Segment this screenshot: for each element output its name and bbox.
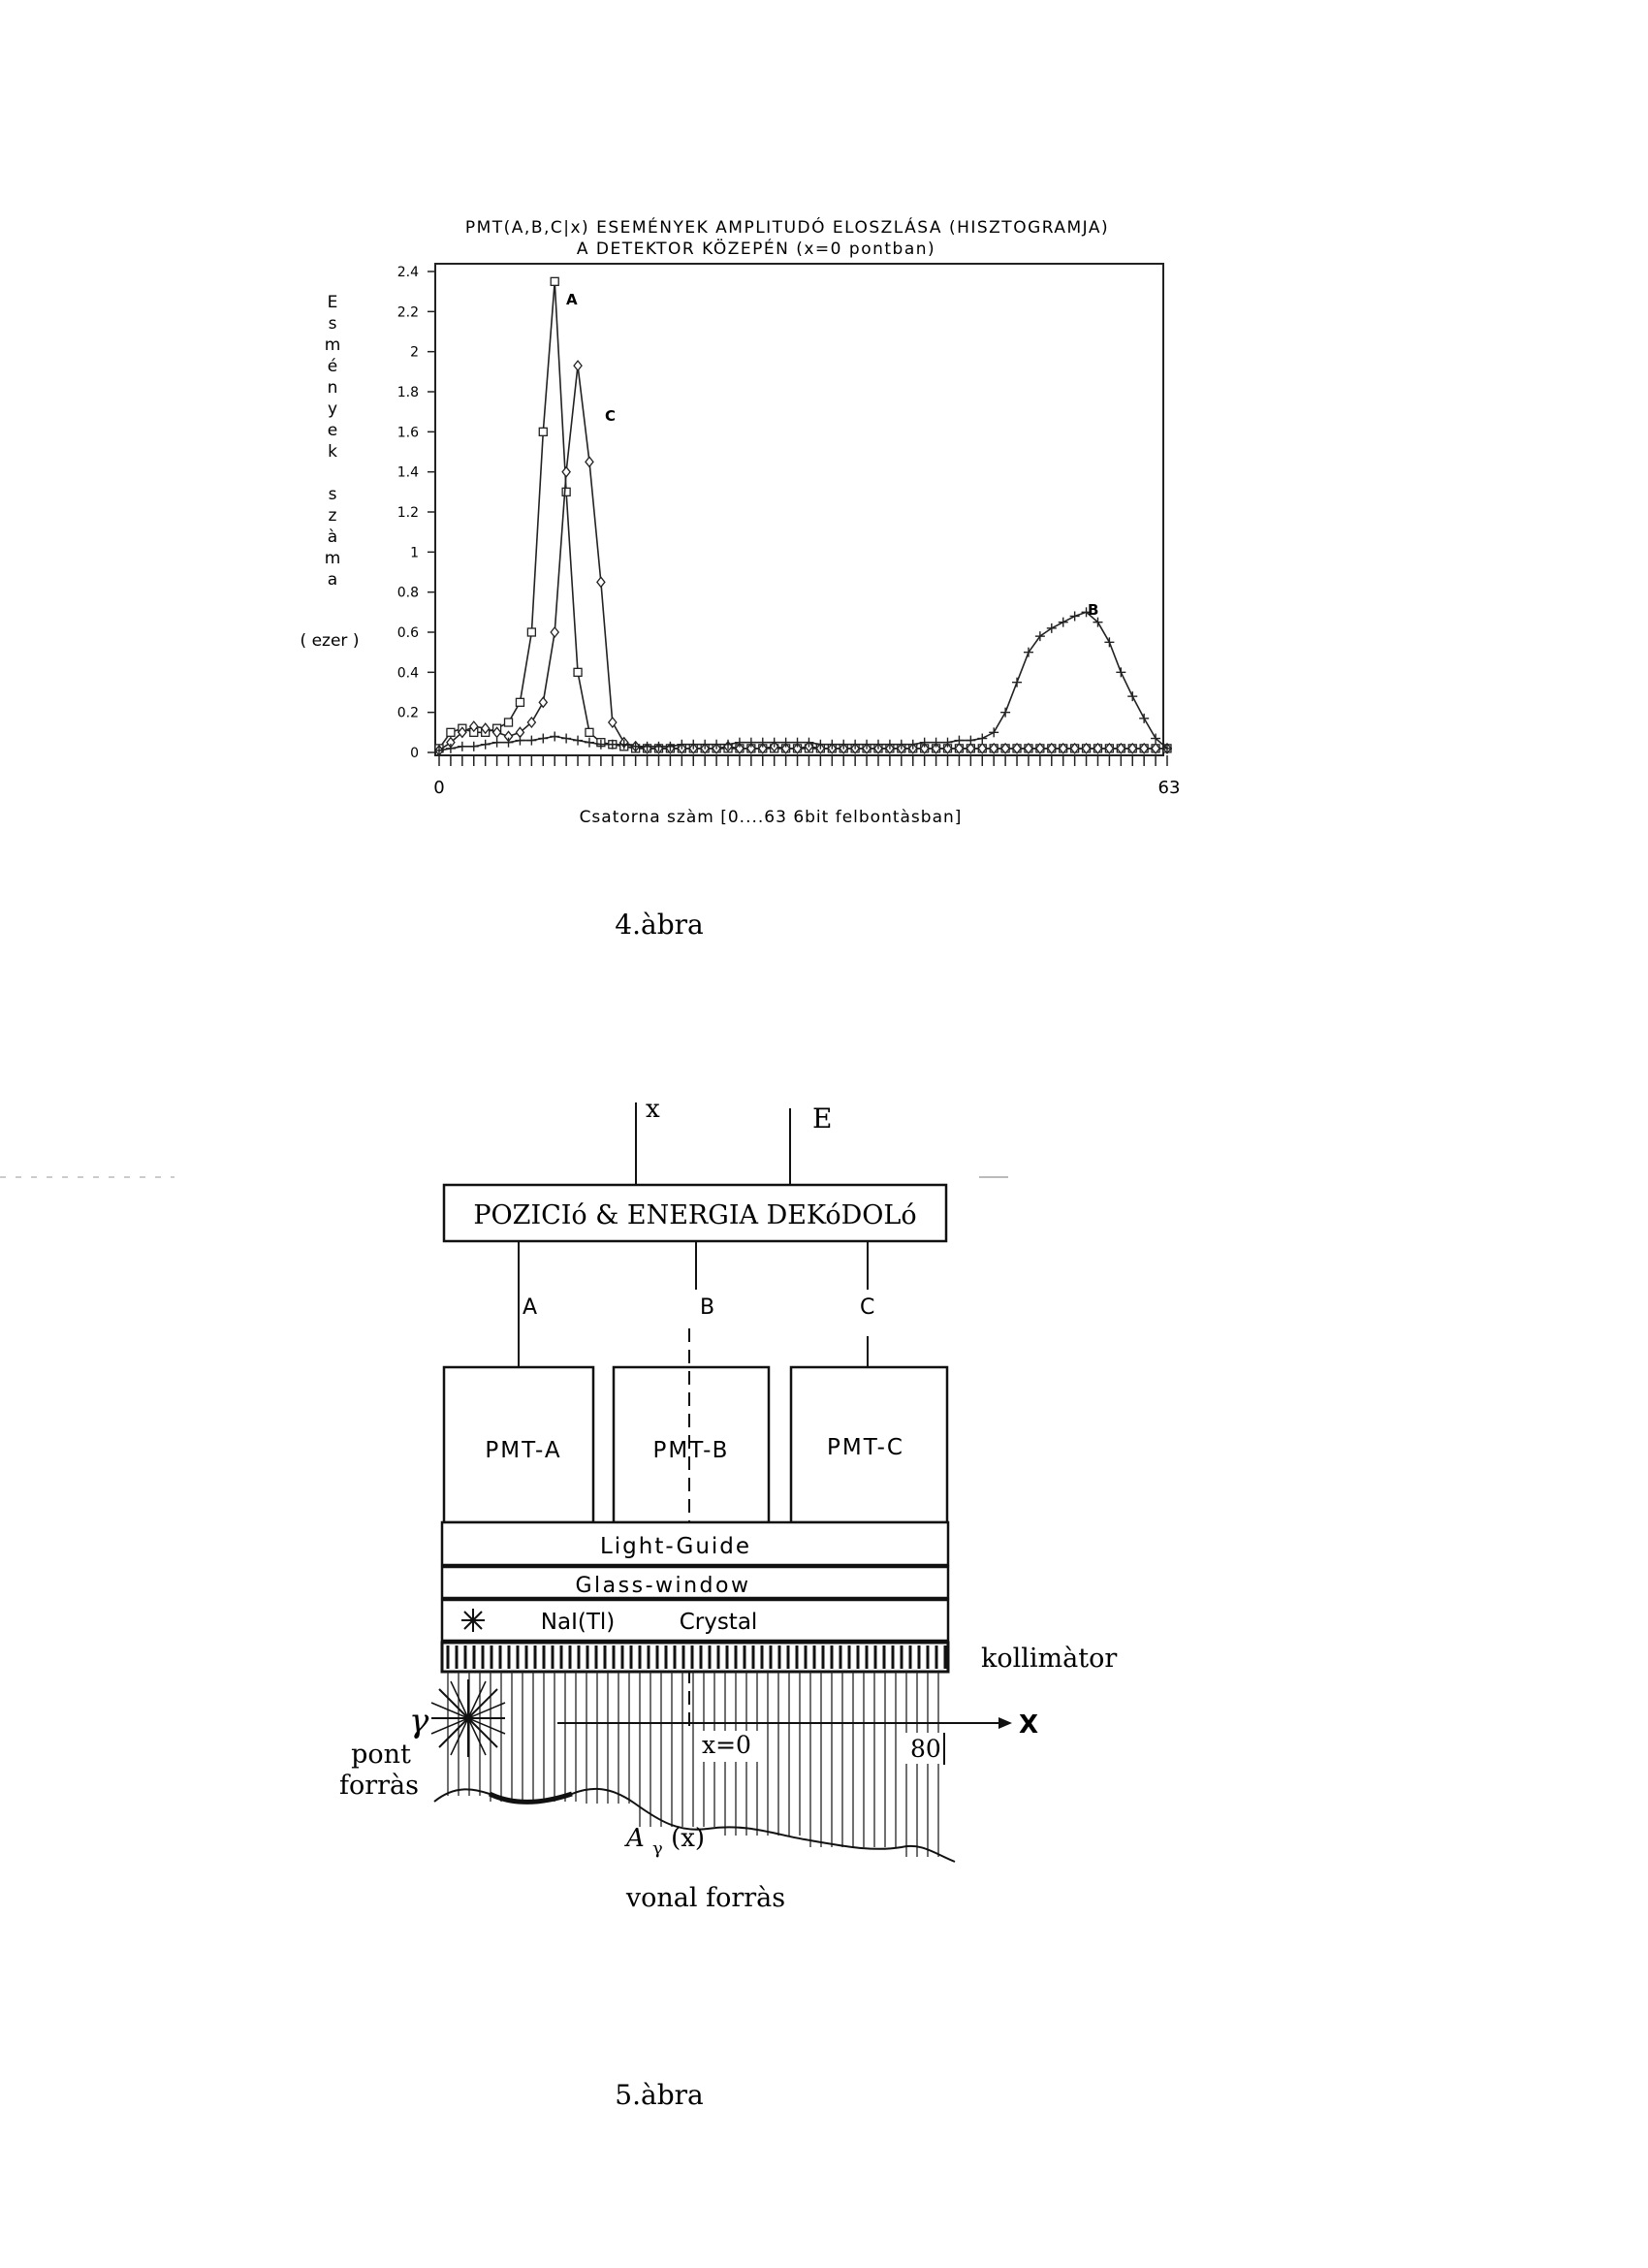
y-tick-label: 2 [410,344,419,361]
y-axis-unit: ( ezer ) [300,631,360,651]
y-label-letter: k [328,442,337,462]
pmt-c-label: PMT-C [826,1435,905,1460]
y-label-letter: a [327,570,338,590]
x-zero-label: x=0 [702,1731,751,1759]
y-tick-label: 0.2 [396,705,419,721]
signal-c-label: C [860,1295,875,1320]
y-tick-label: 1.4 [396,464,419,481]
y-label-letter: s [328,485,337,504]
x-axis-arrowhead [998,1717,1012,1729]
y-tick-label: 0 [410,746,419,761]
signal-b-label: B [700,1295,715,1320]
y-label-letter: m [324,335,341,355]
x-axis-label: Csatorna szàm [0....63 6bit felbontàsban] [579,808,963,827]
figure5-caption: 5.àbra [615,2079,704,2111]
crystal-label-right: Crystal [679,1610,758,1635]
y-tick-label: 1 [410,545,419,561]
y-tick-label: 2.2 [396,304,419,321]
point-source-label-line1: pont [351,1740,411,1770]
decoder-label: POZICIó & ENERGIA DEKóDOLó [473,1200,917,1230]
signal-a-label: A [523,1295,538,1320]
y-tick-label: 0.6 [396,625,419,641]
y-tick-label: 2.4 [396,265,419,280]
series-label-b: B [1088,601,1099,619]
y-tick-label: 0.4 [396,665,419,682]
y-tick-label: 0.8 [396,585,419,601]
y-label-letter: e [327,421,338,440]
scintillation-burst-icon [461,1609,485,1632]
series-label-a: A [566,291,578,308]
chart-title-line1: PMT(A,B,C|x) ESEMÉNYEK AMPLITUDÓ ELOSZLÁSA (HISZTOGRAMJA) [464,218,1110,238]
y-label-letter: s [328,314,337,334]
line-source-function-sub: γ [652,1838,663,1859]
line-source-function-name: A [626,1824,645,1853]
y-label-letter: é [327,357,338,376]
line-source-function-arg: (x) [671,1824,706,1853]
collimator-label: kollimàtor [981,1644,1118,1674]
output-e-label: E [812,1102,833,1134]
figure4-caption: 4.àbra [615,909,704,941]
line-source-label: vonal forràs [625,1883,786,1913]
pmt-b-label: PMT-B [652,1438,730,1463]
y-tick-label: 1.8 [396,385,419,400]
point-source-label-line2: forràs [338,1771,420,1801]
series-label-c: C [605,407,617,425]
y-label-letter: z [328,506,337,526]
chart-title-line2: A DETEKTOR KÖZEPÉN (x=0 pontban) [576,240,936,259]
point-source-icon [431,1679,505,1757]
pmt-a-label: PMT-A [485,1438,562,1463]
gamma-symbol: γ [409,1702,429,1741]
y-label-letter: à [327,527,338,547]
line-source-function [624,1824,705,1861]
y-label-letter: E [327,293,338,312]
y-tick-label: 1.6 [396,425,419,441]
x-max-label: 80 [910,1735,941,1763]
crystal-label-left: NaI(Tl) [540,1610,616,1635]
y-label-letter: y [327,399,338,419]
y-tick-label: 1.2 [396,505,419,521]
line-source-boundary-thick [490,1794,572,1802]
glass-window-label: Glass-window [575,1574,751,1598]
light-guide-label: Light-Guide [599,1534,752,1559]
x-axis-label: X [1019,1710,1039,1740]
x-tick-label-start: 0 [433,778,445,798]
x-tick-label-end: 63 [1157,778,1181,798]
output-x-label: x [646,1095,660,1124]
y-label-letter: m [324,549,341,568]
y-label-letter: n [327,378,338,398]
